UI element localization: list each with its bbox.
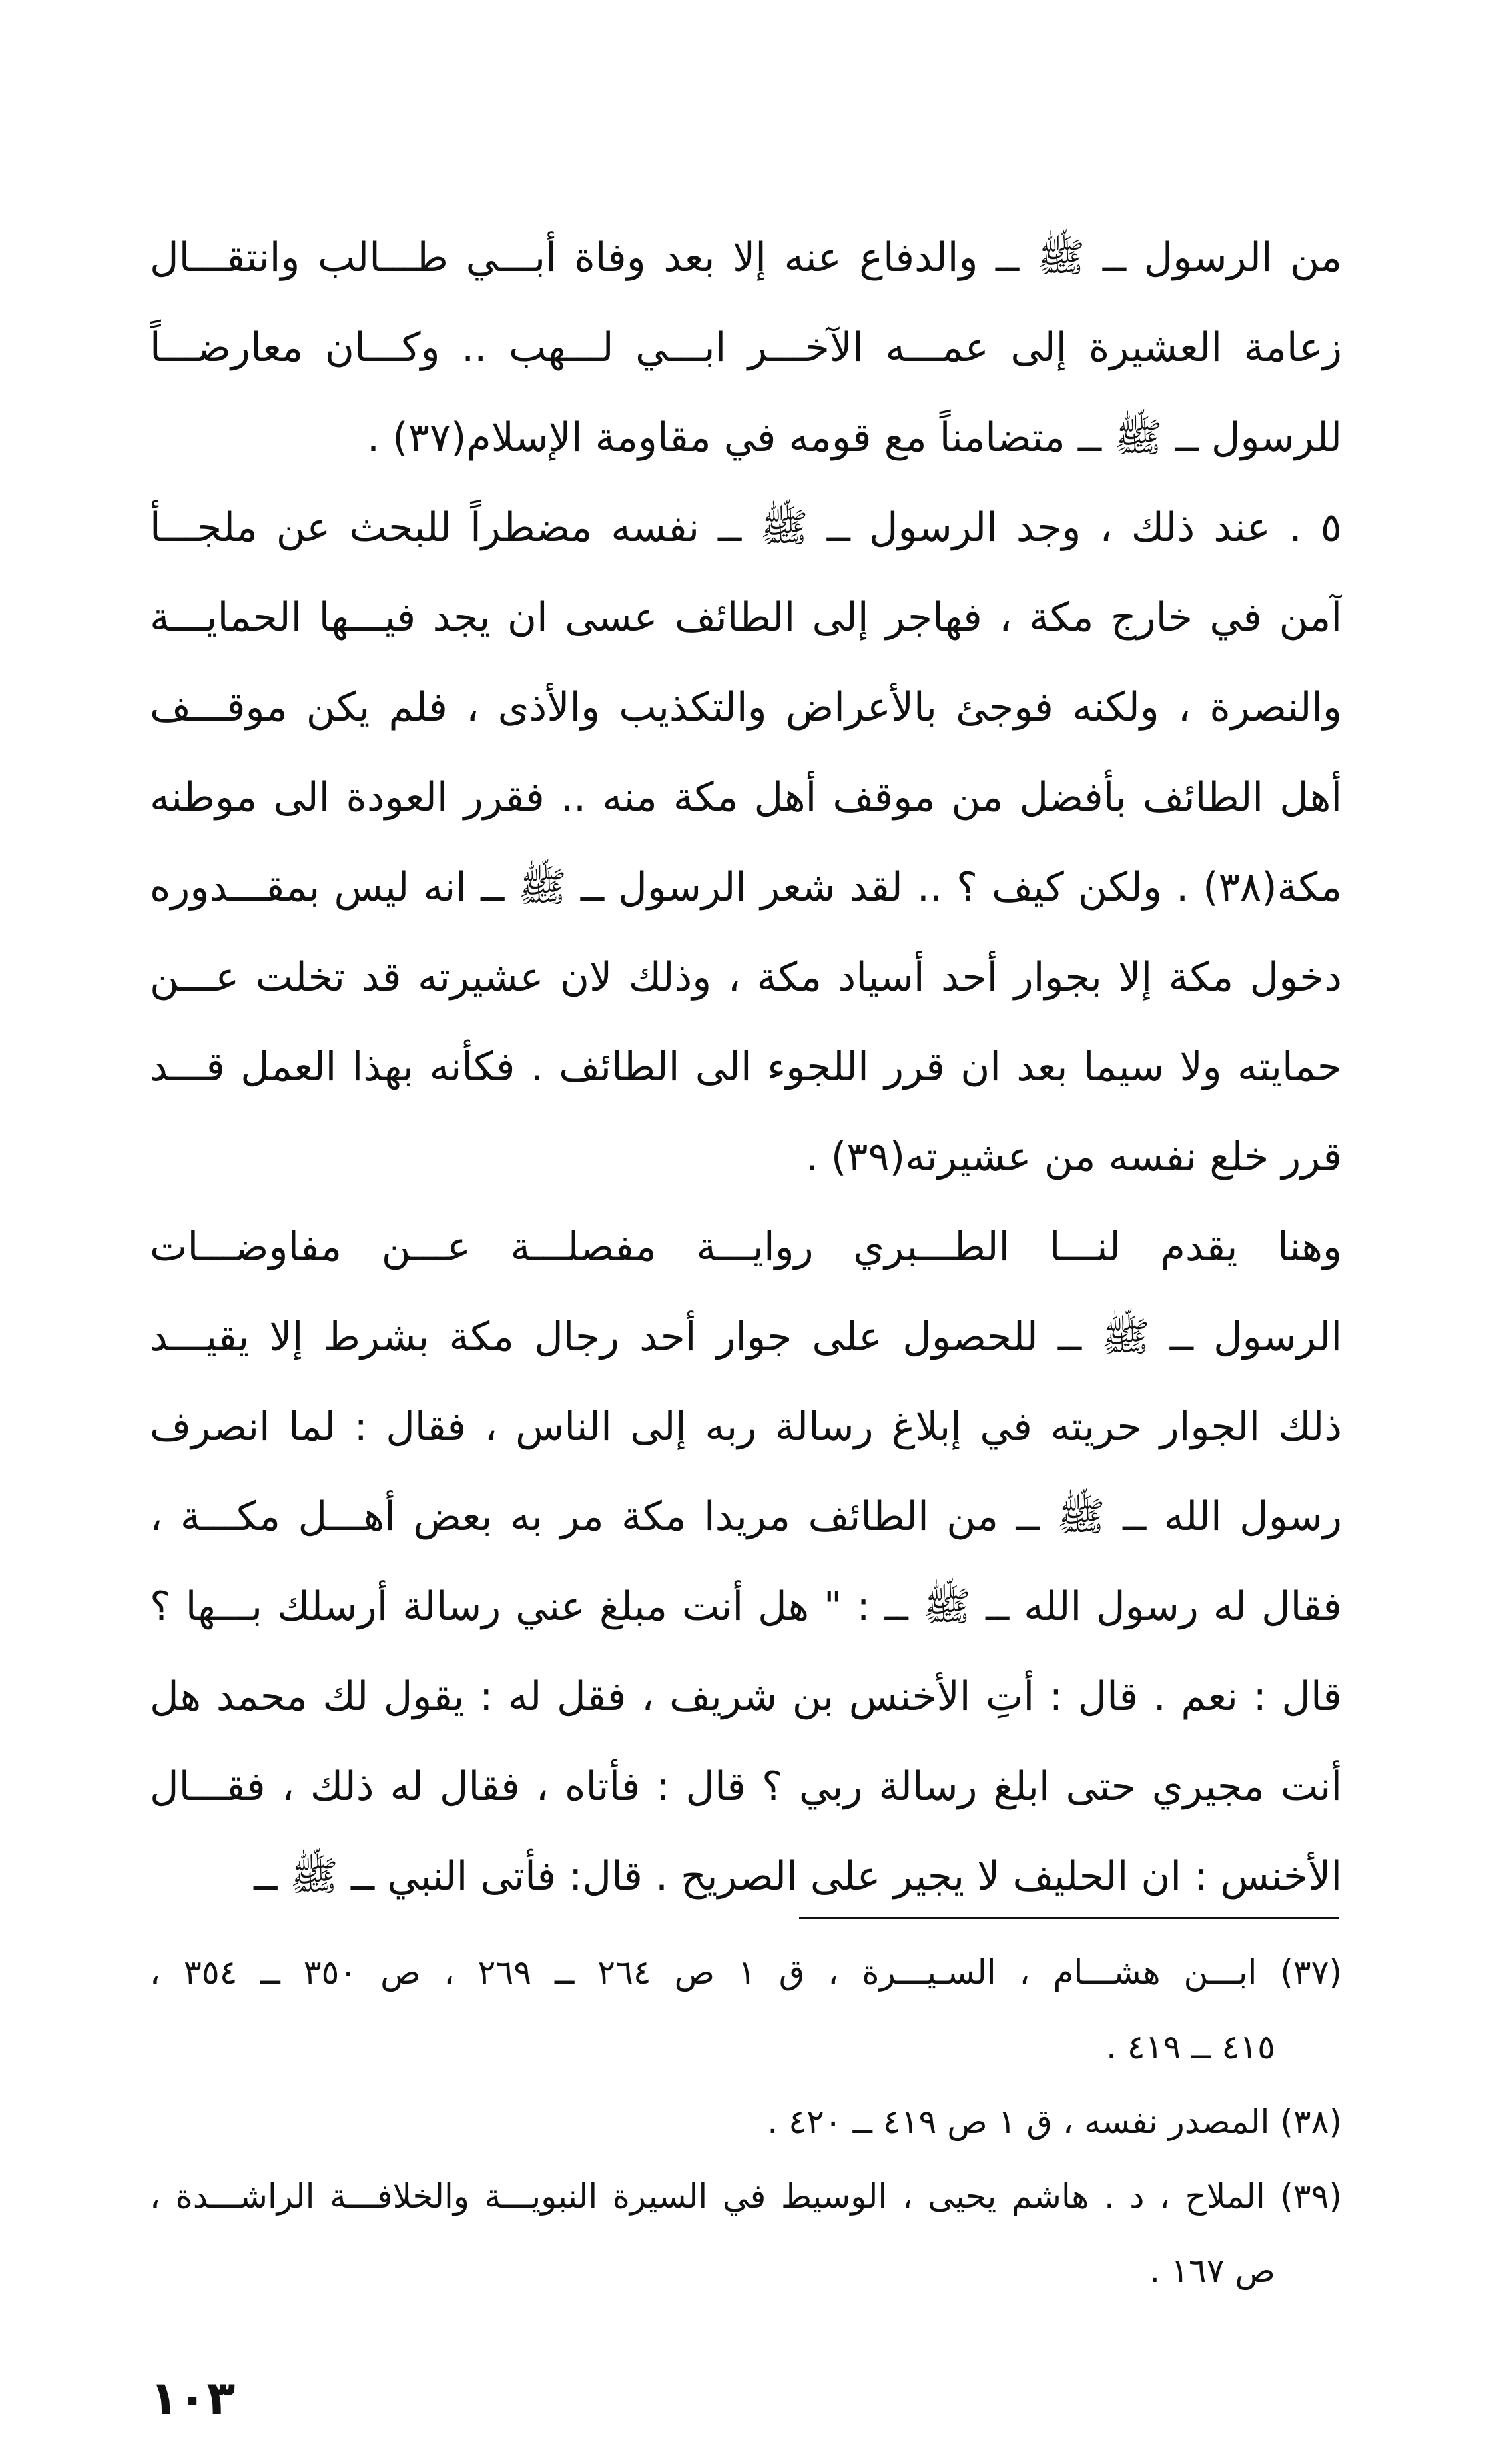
text-line: مكة(٣٨) . ولكن كيف ؟ .. لقد شعر الرسول ــ ﷺ ــ انه ليس بمقـــدوره (150, 864, 1342, 911)
text-line: قال : نعم . قال : أتِ الأخنس بن شريف ، فقل له : يقول لك محمد هل (150, 1673, 1342, 1720)
text-line: الأخنس : ان الحليف لا يجير على الصريح . قال: فأتى النبي ــ ﷺ ــ (254, 1853, 1342, 1900)
text-line: ٥ . عند ذلك ، وجد الرسول ــ ﷺ ــ نفسه مضطراً للبحث عن ملجـــأ (150, 504, 1342, 551)
text-line: الرسول ــ ﷺ ــ للحصول على جوار أحد رجال مكة بشرط إلا يقيـــد (150, 1314, 1342, 1360)
text-line: من الرسول ــ ﷺ ــ والدفاع عنه إلا بعد وفاة أبـــي طـــالب وانتقـــال (150, 234, 1342, 281)
footnote-39-continuation: ص ١٦٧ . (1149, 2252, 1275, 2290)
body-text (150, 213, 1342, 1922)
page-number: ١٠٣ (150, 2371, 236, 2425)
text-line: ذلك الجوار حريته في إبلاغ رسالة ربه إلى الناس ، فقال : لما انصرف (150, 1404, 1342, 1450)
text-line: قرر خلع نفسه من عشيرته(٣٩) . (805, 1134, 1342, 1180)
text-line: زعامة العشيرة إلى عمـــه الآخـــر ابـــي لـــهب .. وكـــان معارضـــاً (150, 324, 1342, 371)
footnote-38: (٣٨) المصدر نفسه ، ق ١ ص ٤١٩ ــ ٤٢٠ . (767, 2102, 1342, 2141)
text-line: أهل الطائف بأفضل من موقف أهل مكة منه .. فقرر العودة الى موطنه (150, 774, 1342, 821)
text-line: فقال له رسول الله ــ ﷺ ــ : " هل أنت مبلغ عني رسالة أرسلك بـــها ؟ (150, 1583, 1342, 1630)
footnote-37-continuation: ٤١٥ ــ ٤١٩ . (1105, 2028, 1275, 2066)
footnote-39: (٣٩) الملاح ، د . هاشم يحيى ، الوسيط في السيرة النبويـــة والخلافـــة الراشـــدة ، (150, 2177, 1342, 2216)
footnotes (150, 1935, 1342, 2308)
text-line: والنصرة ، ولكنه فوجئ بالأعراض والتكذيب والأذى ، فلم يكن موقـــف (150, 684, 1342, 731)
text-line: حمايته ولا سيما بعد ان قرر اللجوء الى الطائف . فكأنه بهذا العمل قـــد (150, 1044, 1342, 1090)
text-line: للرسول ــ ﷺ ــ متضامناً مع قومه في مقاومة الإسلام(٣٧) . (367, 414, 1342, 461)
text-line: أنت مجيري حتى ابلغ رسالة ربي ؟ قال : فأتاه ، فقال له ذلك ، فقـــال (150, 1763, 1342, 1810)
footnote-separator (799, 1917, 1339, 1919)
text-line: وهنا يقدم لنـــا الطـــبري روايـــة مفصلـــة عـــن مفاوضـــات (150, 1224, 1342, 1270)
text-line: رسول الله ــ ﷺ ــ من الطائف مريدا مكة مر به بعض أهـــل مكـــة ، (150, 1493, 1342, 1540)
text-line: آمن في خارج مكة ، فهاجر إلى الطائف عسى ان يجد فيـــها الحمايـــة (150, 594, 1342, 641)
text-line: دخول مكة إلا بجوار أحد أسياد مكة ، وذلك لان عشيرته قد تخلت عـــن (150, 954, 1342, 1001)
footnote-37: (٣٧) ابـــن هشـــام ، السـيـــرة ، ق ١ ص ٢٦٤ ــ ٢٦٩ ، ص ٣٥٠ ــ ٣٥٤ ، (150, 1953, 1342, 1992)
